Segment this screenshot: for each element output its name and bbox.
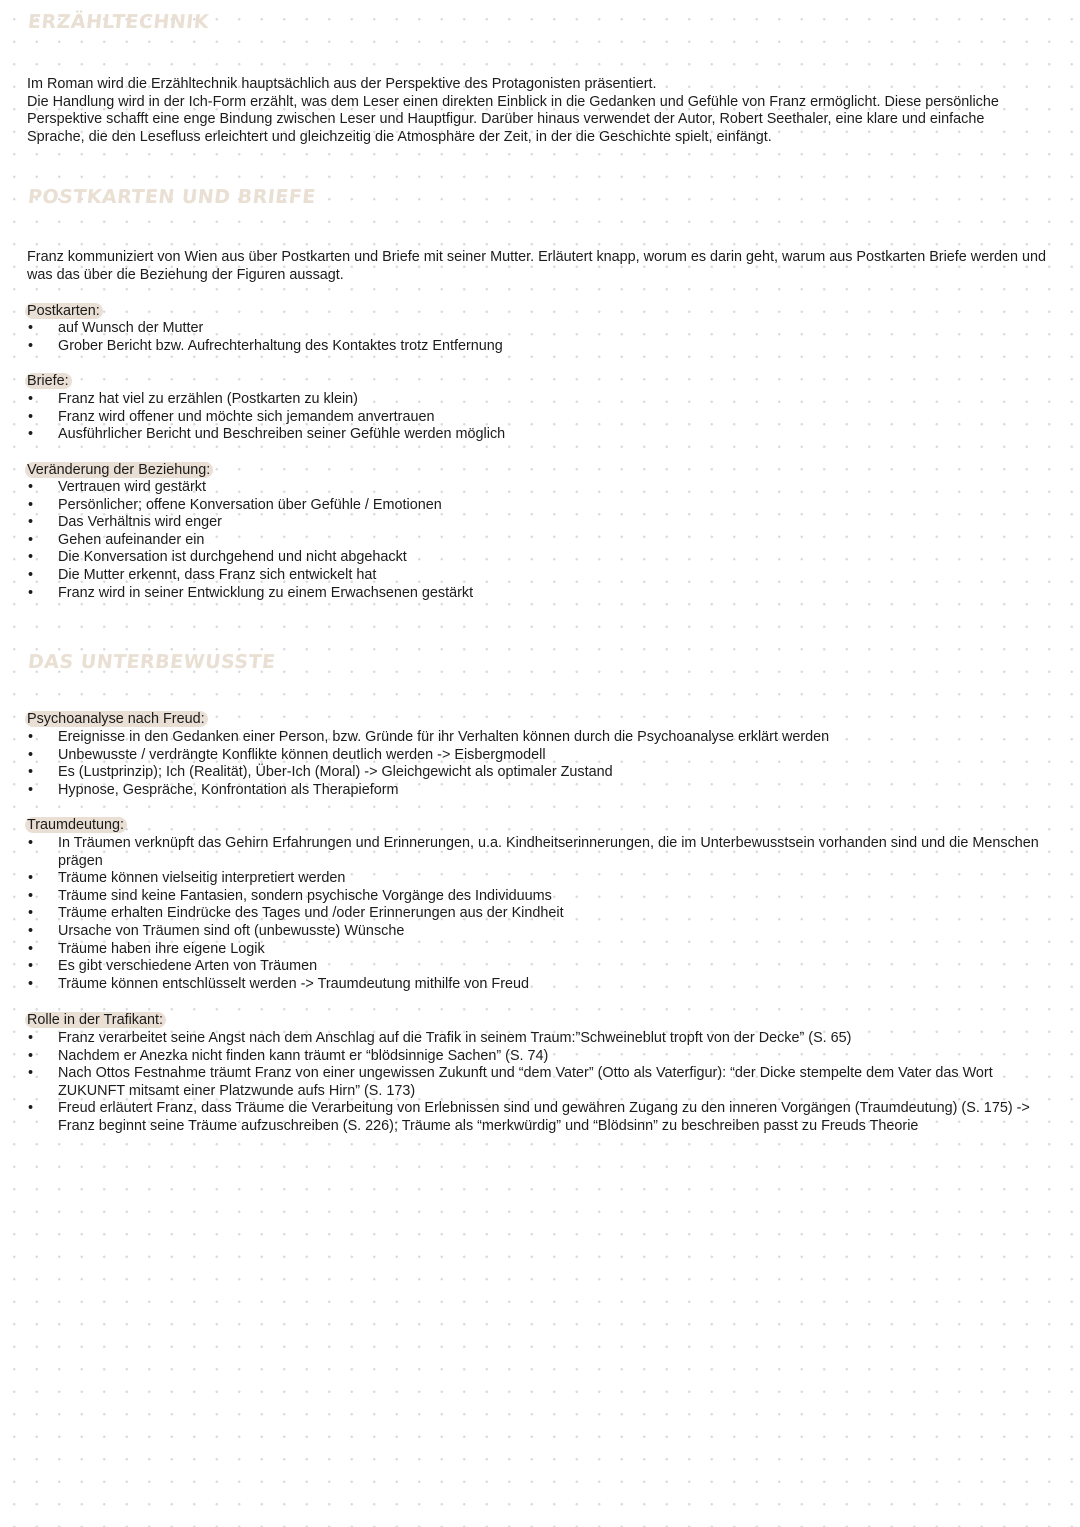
- bullet-icon: •: [28, 337, 34, 354]
- erzaehltechnik-line1: Im Roman wird die Erzähltechnik hauptsächlich aus der Perspektive des Protagonisten präsentiert.: [27, 76, 657, 92]
- bullet-icon: •: [28, 320, 34, 336]
- bullet-icon: •: [28, 566, 34, 583]
- list-item: [27, 923, 1062, 941]
- beziehung-list: [27, 479, 1062, 602]
- freud-list: [27, 729, 1062, 799]
- bullet-icon: •: [28, 958, 34, 975]
- list-item-text: Träume erhalten Eindrücke des Tages und /oder Erinnerungen aus der Kindheit: [58, 905, 564, 922]
- bullet-icon: •: [28, 764, 34, 781]
- list-item-text: Die Mutter erkennt, dass Franz sich entwickelt hat: [58, 566, 377, 583]
- list-item-text: Persönlicher; offene Konversation über Gefühle / Emotionen: [58, 496, 442, 513]
- list-item-text: auf Wunsch der Mutter: [58, 320, 204, 336]
- list-item-text: Es (Lustprinzip); Ich (Realität), Über-Ich (Moral) -> Gleichgewicht als optimaler Zustand: [58, 764, 613, 781]
- list-item: [27, 320, 1062, 338]
- traum-label: Traumdeutung:: [27, 817, 127, 835]
- list-item-text: Ausführlicher Bericht und Beschreiben seiner Gefühle werden möglich: [58, 426, 506, 443]
- list-item: [27, 1065, 1062, 1100]
- list-item: [27, 585, 1062, 603]
- postkarten-label: Postkarten:: [27, 303, 103, 321]
- list-item-text: Die Konversation ist durchgehend und nicht abgehackt: [58, 549, 407, 566]
- bullet-icon: •: [28, 584, 34, 601]
- section-title-erzaehltechnik: ERZÄHLTECHNIK: [26, 11, 211, 33]
- list-item: [27, 338, 1062, 356]
- list-item-text: In Träumen verknüpft das Gehirn Erfahrungen und Erinnerungen, u.a. Kindheitserinnerungen, die im Unterbewusstsein vorhanden sind und die Menschen prägen: [58, 835, 1039, 869]
- bullet-icon: •: [28, 922, 34, 939]
- list-item: [27, 409, 1062, 427]
- list-item: [27, 532, 1062, 550]
- list-item-text: Ereignisse in den Gedanken einer Person, bzw. Gründe für ihr Verhalten können durch die Psychoanalyse erklärt werden: [58, 729, 830, 745]
- bullet-icon: •: [28, 391, 34, 407]
- list-item: [27, 1048, 1062, 1066]
- erzaehltechnik-paragraph: [27, 76, 1042, 146]
- list-item-text: Franz wird in seiner Entwicklung zu einem Erwachsenen gestärkt: [58, 584, 474, 601]
- postkarten-intro: Franz kommuniziert von Wien aus über Postkarten und Briefe mit seiner Mutter. Erläutert knapp, worum es darin geht, warum aus Postkarten Briefe werden und was das über die Beziehung der Figuren aussagt.: [27, 249, 1047, 283]
- list-item: [27, 549, 1062, 567]
- list-item-text: Nach Ottos Festnahme träumt Franz von einer ungewissen Zukunft und “dem Vater” (Otto als Vaterfigur): “der Dicke stempelte dem Vater das Wort ZUKUNFT mitsamt einer Platzwunde aufs Hirn” (S. 173): [58, 1065, 993, 1099]
- bullet-icon: •: [28, 1047, 34, 1064]
- briefe-label: Briefe:: [27, 373, 72, 391]
- list-item-text: Es gibt verschiedene Arten von Träumen: [58, 958, 318, 975]
- list-item: [27, 870, 1062, 888]
- list-item-text: Nachdem er Anezka nicht finden kann träumt er “blödsinnige Sachen” (S. 74): [58, 1047, 549, 1064]
- bullet-icon: •: [28, 905, 34, 922]
- briefe-list: [27, 391, 1062, 444]
- list-item: [27, 1030, 1062, 1048]
- bullet-icon: •: [28, 408, 34, 425]
- list-item-text: Hypnose, Gespräche, Konfrontation als Therapieform: [58, 781, 399, 798]
- list-item-text: Grober Bericht bzw. Aufrechterhaltung des Kontaktes trotz Entfernung: [58, 337, 503, 354]
- bullet-icon: •: [28, 514, 34, 531]
- bullet-icon: •: [28, 1100, 34, 1117]
- bullet-icon: •: [28, 781, 34, 798]
- bullet-icon: •: [28, 887, 34, 904]
- bullet-icon: •: [28, 531, 34, 548]
- freud-label: Psychoanalyse nach Freud:: [27, 711, 208, 729]
- bullet-icon: •: [28, 729, 34, 745]
- bullet-icon: •: [28, 835, 34, 851]
- list-item: [27, 567, 1062, 585]
- bullet-icon: •: [28, 1030, 34, 1046]
- list-item: [27, 497, 1062, 515]
- list-item-text: Franz wird offener und möchte sich jemandem anvertrauen: [58, 408, 435, 425]
- list-item: [27, 782, 1062, 800]
- list-item: [27, 941, 1062, 959]
- rolle-label: Rolle in der Trafikant:: [27, 1012, 166, 1030]
- list-item-text: Franz verarbeitet seine Angst nach dem Anschlag auf die Trafik in seinem Traum:”Schweineblut tropft von der Decke” (S. 65): [58, 1030, 852, 1046]
- list-item: [27, 888, 1062, 906]
- list-item: [27, 747, 1062, 765]
- bullet-icon: •: [28, 746, 34, 763]
- list-item-text: Das Verhältnis wird enger: [58, 514, 222, 531]
- traum-list: [27, 835, 1062, 993]
- list-item-text: Träume können entschlüsselt werden -> Traumdeutung mithilfe von Freud: [58, 975, 530, 992]
- list-item: [27, 976, 1062, 994]
- list-item: [27, 905, 1062, 923]
- erzaehltechnik-text: Die Handlung wird in der Ich-Form erzählt, was dem Leser einen direkten Einblick in die Gedanken und Gefühle von Franz ermöglicht. Diese persönliche Perspektive schafft eine enge Bindung zwischen Leser und Hauptfigur. Darüber hinaus verwendet der Autor, Robert Seethaler, eine klare und einfache Sprache, die den Lesefluss erleichtert und gleichzeitig die Atmosphäre der Zeit, in der die Geschichte spielt, einfängt.: [27, 93, 999, 145]
- bullet-icon: •: [28, 426, 34, 443]
- section-title-postkarten-briefe: POSTKARTEN UND BRIEFE: [26, 186, 317, 208]
- list-item: [27, 729, 1062, 747]
- section-title-unterbewusste: DAS UNTERBEWUSSTE: [26, 651, 277, 673]
- list-item-text: Freud erläutert Franz, dass Träume die Verarbeitung von Erlebnissen sind und gewähren Zugang zu den inneren Vorgängen (Traumdeutung) (S. 175) -> Franz beginnt seine Träume aufzuschreiben (S. 226); Träume als “merkwürdig” und “Blödsinn” zu beschreiben passt zu Freuds Theorie: [58, 1100, 1030, 1134]
- list-item: [27, 764, 1062, 782]
- list-item-text: Träume sind keine Fantasien, sondern psychische Vorgänge des Individuums: [58, 887, 552, 904]
- list-item: [27, 958, 1062, 976]
- bullet-icon: •: [28, 975, 34, 992]
- postkarten-list: [27, 320, 1062, 355]
- bullet-icon: •: [28, 496, 34, 513]
- list-item: [27, 479, 1062, 497]
- list-item-text: Franz hat viel zu erzählen (Postkarten zu klein): [58, 391, 358, 407]
- list-item: [27, 426, 1062, 444]
- list-item-text: Träume haben ihre eigene Logik: [58, 940, 265, 957]
- bullet-icon: •: [28, 549, 34, 566]
- bullet-icon: •: [28, 940, 34, 957]
- list-item: [27, 835, 1062, 870]
- list-item: [27, 1100, 1062, 1135]
- list-item: [27, 391, 1062, 409]
- beziehung-label: Veränderung der Beziehung:: [27, 462, 213, 480]
- list-item-text: Unbewusste / verdrängte Konflikte können deutlich werden -> Eisbergmodell: [58, 746, 546, 763]
- bullet-icon: •: [28, 1065, 34, 1082]
- rolle-list: [27, 1030, 1062, 1136]
- list-item-text: Gehen aufeinander ein: [58, 531, 205, 548]
- list-item-text: Ursache von Träumen sind oft (unbewusste) Wünsche: [58, 922, 405, 939]
- list-item-text: Träume können vielseitig interpretiert werden: [58, 870, 346, 887]
- list-item-text: Vertrauen wird gestärkt: [58, 479, 206, 495]
- list-item: [27, 514, 1062, 532]
- bullet-icon: •: [28, 870, 34, 887]
- bullet-icon: •: [28, 479, 34, 495]
